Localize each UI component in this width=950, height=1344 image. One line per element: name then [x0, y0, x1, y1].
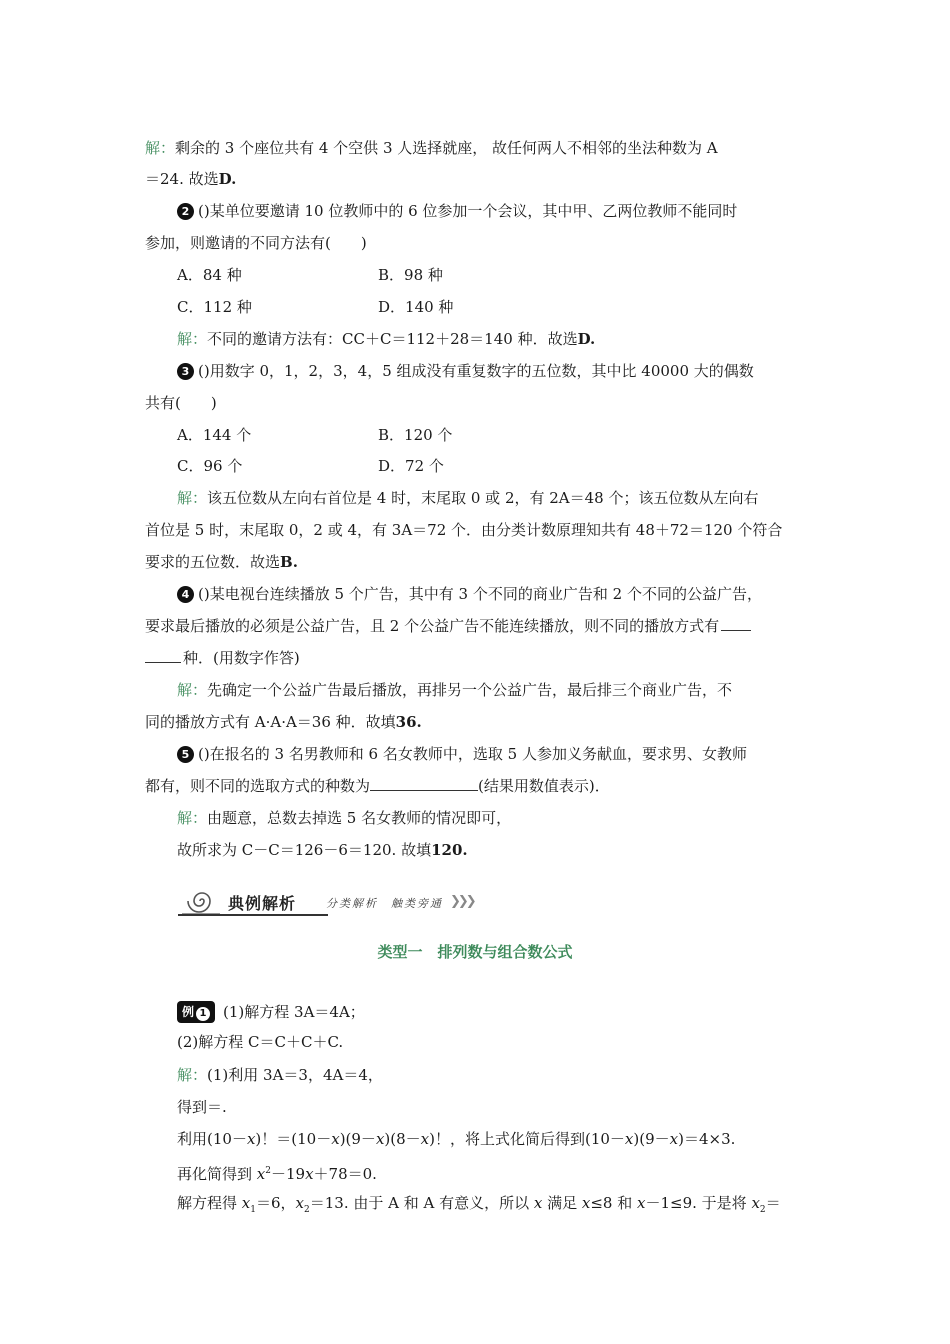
example-badge — [177, 1001, 215, 1023]
solution-line — [177, 1193, 781, 1220]
question-text-cont — [145, 776, 610, 796]
subscript: 2 — [759, 1205, 766, 1215]
solution-text: 同的播放方式有 A·A·A＝36 种．故填 — [145, 713, 396, 731]
question-text-cont: 参加，则邀请的不同方法有( ) — [145, 234, 367, 252]
solution-line — [177, 1161, 377, 1184]
solution-line — [177, 1065, 383, 1085]
banner-rule — [178, 914, 328, 916]
swirl-icon — [180, 886, 224, 916]
answer-blank — [721, 616, 751, 631]
option-a: A．84 种 — [177, 266, 242, 284]
option-b: B．98 种 — [378, 266, 443, 284]
solution-line — [145, 169, 236, 189]
solution-text: 再化简得到 — [177, 1165, 257, 1183]
solution-text: 得到＝. — [177, 1098, 227, 1116]
answer: 120. — [431, 841, 468, 859]
solution-text: ＝13. 由于 A 和 A 有意义，所以 — [309, 1194, 534, 1212]
solution-text: 首位是 5 时，末尾取 0，2 或 4，有 3A＝72 个．由分类计数原理知共有 48＋72＝120 个符合 — [145, 521, 783, 539]
variable: x — [581, 1194, 591, 1212]
question-text: (结果用数值表示)． — [478, 777, 610, 795]
solution-text: ＝6， — [255, 1194, 296, 1212]
solution-line — [145, 712, 422, 732]
solution-text: 不同的邀请方法有：CC＋C＝112＋28＝140 种．故选 — [207, 330, 578, 348]
solution-line — [177, 329, 595, 349]
solution-text: 该五位数从左向右首位是 4 时，末尾取 0 或 2，有 2A＝48 个；该五位数从左向右 — [207, 489, 759, 507]
answer-blank — [370, 776, 478, 791]
variable: x — [669, 1130, 679, 1148]
option-c: C．112 种 — [177, 298, 252, 316]
section-banner — [178, 884, 508, 918]
variable: x — [751, 1194, 760, 1212]
solution-label: 解： — [145, 139, 176, 157]
question-text: 都有，则不同的选取方式的种数为 — [145, 777, 371, 795]
question-number-badge: 3 — [177, 363, 194, 380]
solution-text: 满足 — [542, 1194, 582, 1212]
solution-line — [177, 1129, 735, 1149]
solution-text: )＝4×3. — [678, 1130, 736, 1148]
variable: x — [533, 1194, 543, 1212]
answer: 36. — [395, 713, 422, 731]
option-d: D．140 种 — [378, 298, 454, 316]
solution-text: )(9－ — [339, 1130, 376, 1148]
solution-line — [145, 552, 298, 572]
chevrons-icon: ❯❯❯ — [450, 894, 474, 909]
variable: x — [624, 1130, 634, 1148]
section-title: 类型一 排列数与组合数公式 — [377, 943, 573, 961]
solution-label: 解： — [177, 809, 208, 827]
variable: x — [295, 1194, 304, 1212]
variable: x — [241, 1194, 251, 1212]
solution-text: －1≤9. 于是将 — [645, 1194, 752, 1212]
solution-text: ＋78＝0. — [313, 1165, 377, 1183]
solution-text: 解方程得 — [177, 1194, 242, 1212]
question-text: ()某单位要邀请 10 位教师中的 6 位参加一个会议，其中甲、乙两位教师不能同时 — [198, 202, 738, 220]
option-c: C．96 个 — [177, 457, 243, 475]
solution-text: 由题意，总数去掉选 5 名女教师的情况即可， — [207, 809, 512, 827]
answer: D. — [218, 170, 237, 188]
question-text: ()某电视台连续播放 5 个广告，其中有 3 个不同的商业广告和 2 个不同的公益广告， — [198, 585, 762, 603]
question-number-badge: 5 — [177, 746, 194, 763]
solution-text: )(9－ — [633, 1130, 670, 1148]
solution-line — [177, 680, 732, 700]
option-b: B．120 个 — [378, 426, 453, 444]
variable: x — [331, 1130, 340, 1148]
answer: D. — [577, 330, 596, 348]
solution-text: ＝ — [765, 1194, 781, 1212]
question-5 — [177, 744, 747, 764]
answer-blank — [145, 648, 181, 663]
example-text: (1)解方程 3A＝4A； — [223, 1003, 365, 1021]
question-text-cont — [145, 616, 751, 636]
solution-text: 利用(10－ — [177, 1130, 247, 1148]
example-badge-number: 1 — [196, 1007, 210, 1021]
subscript: 2 — [304, 1205, 310, 1215]
solution-label: 解： — [177, 1066, 208, 1084]
question-text-cont: 共有( ) — [145, 394, 217, 412]
solution-text: 故所求为 C－C＝126－6＝120. 故填 — [177, 841, 432, 859]
solution-label: 解： — [177, 681, 208, 699]
variable: x — [637, 1194, 646, 1212]
question-3 — [177, 361, 754, 381]
variable: x — [420, 1130, 430, 1148]
question-4 — [177, 584, 762, 604]
solution-line — [145, 138, 718, 158]
solution-text: (1)利用 3A＝3，4A＝4， — [207, 1066, 383, 1084]
option-a: A．144 个 — [177, 426, 252, 444]
solution-text: ≤8 和 — [590, 1194, 638, 1212]
example-text: (2)解方程 C＝C＋C＋C. — [177, 1033, 344, 1051]
variable: x — [305, 1165, 314, 1183]
example-badge-label: 例 — [182, 1005, 195, 1019]
exponent: 2 — [265, 1166, 271, 1176]
question-text: 要求最后播放的必须是公益广告，且 2 个公益广告不能连续播放，则不同的播放方式有 — [145, 617, 720, 635]
banner-title: 典例解析 — [228, 894, 297, 913]
solution-text: )！＝(10－ — [255, 1130, 332, 1148]
solution-label: 解： — [177, 489, 208, 507]
subscript: 1 — [250, 1205, 256, 1215]
variable: x — [256, 1165, 266, 1183]
question-2 — [177, 201, 737, 221]
question-number-badge: 2 — [177, 203, 194, 220]
solution-text: 先确定一个公益广告最后播放，再排另一个公益广告，最后排三个商业广告，不 — [207, 681, 733, 699]
solution-text: 要求的五位数．故选 — [145, 553, 281, 571]
question-text-cont — [145, 648, 300, 668]
example-1 — [177, 1001, 365, 1023]
solution-line — [177, 840, 468, 860]
solution-line — [177, 488, 759, 508]
question-text: 种．(用数字作答) — [183, 649, 300, 667]
solution-text: )！，将上式化简后得到(10－ — [429, 1130, 625, 1148]
option-d: D．72 个 — [378, 457, 444, 475]
solution-text: －19 — [270, 1165, 306, 1183]
variable: x — [246, 1130, 256, 1148]
solution-line — [177, 808, 511, 828]
question-text: ()用数字 0，1，2，3，4，5 组成没有重复数字的五位数，其中比 40000 大的偶数 — [198, 362, 754, 380]
solution-text: 剩余的 3 个座位共有 4 个空供 3 人选择就座， 故任何两人不相邻的坐法种数为 A — [175, 139, 718, 157]
variable: x — [375, 1130, 385, 1148]
banner-subtitle: 分类解析 触类旁通 — [326, 897, 443, 910]
solution-label: 解： — [177, 330, 208, 348]
solution-text: ＝24. 故选 — [145, 170, 219, 188]
answer: B. — [280, 553, 298, 571]
solution-text: )(8－ — [384, 1130, 421, 1148]
question-text: ()在报名的 3 名男教师和 6 名女教师中，选取 5 人参加义务献血，要求男、女教师 — [198, 745, 747, 763]
question-number-badge: 4 — [177, 586, 194, 603]
